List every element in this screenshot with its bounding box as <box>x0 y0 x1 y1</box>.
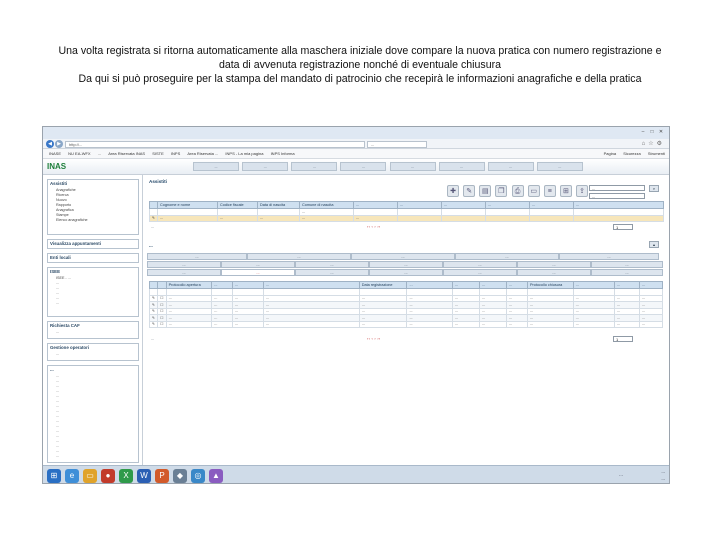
page-select[interactable]: 1 <box>613 224 633 230</box>
table-cell: ... <box>212 295 233 302</box>
page-select[interactable]: 1 <box>613 336 633 342</box>
table-cell: ... <box>507 302 528 309</box>
header-tab[interactable]: ... <box>488 162 534 171</box>
column-header[interactable]: Protocollo chiusura <box>527 282 573 289</box>
search-input[interactable]: ... <box>589 193 645 199</box>
close-icon[interactable]: ✕ <box>658 129 664 135</box>
favorites-bar <box>43 149 669 159</box>
favorite-link[interactable]: INPS - La mia pagina <box>225 151 264 156</box>
table-cell <box>442 215 486 222</box>
header-tab[interactable]: ... <box>390 162 436 171</box>
column-header <box>150 202 158 209</box>
column-header[interactable]: ... <box>530 202 574 209</box>
table-cell: ... <box>212 308 233 315</box>
taskbar <box>43 465 669 484</box>
copy-icon[interactable]: ❐ <box>495 185 507 197</box>
column-header[interactable]: Protocollo apertura <box>166 282 212 289</box>
sidebar-box-caf <box>47 321 139 339</box>
column-header[interactable]: ... <box>640 282 663 289</box>
forward-icon[interactable]: ▶ <box>55 140 63 148</box>
system-clock[interactable] <box>661 468 665 482</box>
favorite-link[interactable]: SISTE <box>152 151 164 156</box>
sidebar-item[interactable]: Anagrafica <box>56 207 74 212</box>
clock-time: ... <box>661 469 665 474</box>
sidebar-box-other <box>47 365 139 463</box>
sidebar-item[interactable]: ... <box>56 418 60 423</box>
tab-active[interactable]: ... <box>221 269 295 276</box>
sidebar-heading[interactable]: Visualizza appuntamenti <box>50 241 101 246</box>
table-cell: ... <box>480 308 507 315</box>
table-cell: ... <box>233 302 264 309</box>
header-tab[interactable]: ... <box>193 162 239 171</box>
tab[interactable]: ... <box>591 269 663 276</box>
sidebar-heading[interactable]: Richiesta CAF <box>50 323 80 328</box>
excel-icon[interactable]: X <box>119 469 133 483</box>
filter-select[interactable]: ... <box>300 209 354 216</box>
word-icon[interactable]: W <box>137 469 151 483</box>
sidebar-heading[interactable]: Gestione operatori <box>50 345 90 350</box>
table-cell: ... <box>258 215 300 222</box>
table-cell: ... <box>264 308 360 315</box>
row-edit-icon[interactable]: ✎ <box>150 308 158 315</box>
row-edit-icon[interactable]: ✎ <box>150 215 158 222</box>
sidebar-heading[interactable]: ... <box>50 367 54 372</box>
column-header[interactable]: ... <box>615 282 640 289</box>
ie-icon[interactable]: e <box>65 469 79 483</box>
browser-tools <box>642 140 665 147</box>
table-cell: ... <box>166 315 212 322</box>
table-cell: ... <box>233 321 264 328</box>
table-cell: ... <box>453 315 480 322</box>
table-cell: ... <box>233 295 264 302</box>
favorite-link[interactable]: INPS Informa <box>270 151 295 156</box>
cart-icon[interactable]: ⊞ <box>560 185 572 197</box>
column-header[interactable]: ... <box>354 202 398 209</box>
sidebar-item[interactable]: ... <box>56 290 60 295</box>
tab[interactable]: ... <box>517 269 591 276</box>
app-header <box>43 159 669 175</box>
home-icon[interactable]: ⌂ <box>641 141 649 147</box>
row-edit-icon[interactable]: ✎ <box>150 315 158 322</box>
pager-nav[interactable]: ‹‹ ‹ › ›› <box>367 337 381 341</box>
caption-line-3: Da qui si può proseguire per la stampa del mandato di patrocinio che recepirà le informazioni anagrafiche e della pratica <box>78 73 642 85</box>
sidebar-heading[interactable]: Enti locali <box>50 255 71 260</box>
header-tab[interactable]: ... <box>537 162 583 171</box>
table-cell: ... <box>527 308 573 315</box>
practices-table <box>149 281 663 328</box>
sidebar-item[interactable]: ... <box>56 329 60 334</box>
sidebar-item[interactable]: ISEE - ... <box>56 275 71 280</box>
column-header[interactable]: ... <box>480 282 507 289</box>
table-cell: ... <box>407 321 453 328</box>
table-cell: ... <box>615 315 640 322</box>
sidebar-item[interactable]: ... <box>56 351 60 356</box>
app-icon[interactable]: ◎ <box>191 469 205 483</box>
tab[interactable]: ... <box>369 269 443 276</box>
sidebar-item[interactable]: ... <box>56 388 60 393</box>
sidebar-item[interactable]: ... <box>56 453 60 458</box>
column-header[interactable]: ... <box>442 202 486 209</box>
sidebar-item[interactable]: ... <box>56 398 60 403</box>
report-icon[interactable]: ≡ <box>544 185 556 197</box>
column-header[interactable]: ... <box>264 282 360 289</box>
table-cell: ... <box>300 215 354 222</box>
column-header[interactable]: ... <box>398 202 442 209</box>
table-cell: ... <box>480 295 507 302</box>
gear-icon[interactable]: ⚙ <box>656 141 665 147</box>
search-type-select[interactable]: ... <box>589 185 645 191</box>
header-tabs <box>193 162 585 172</box>
table-cell: ... <box>527 295 573 302</box>
print-icon[interactable]: ⎙ <box>512 185 524 197</box>
column-header[interactable]: ... <box>507 282 528 289</box>
tab[interactable]: ... <box>295 269 369 276</box>
tabs-row-3 <box>147 269 667 276</box>
table-row[interactable] <box>150 321 663 328</box>
tab[interactable]: ... <box>591 261 663 268</box>
table-cell: ... <box>359 321 407 328</box>
caption-line-2: data di avvenuta registrazione nonché di eventuale chiusura <box>218 59 502 71</box>
sidebar-heading[interactable]: ISEE <box>50 269 61 274</box>
table-cell: ... <box>573 302 615 309</box>
row-check[interactable]: ☐ <box>158 308 166 315</box>
table-cell: ... <box>212 302 233 309</box>
header-tab[interactable]: ... <box>340 162 386 171</box>
app-icon[interactable]: ● <box>101 469 115 483</box>
table-cell <box>574 215 664 222</box>
main-content <box>147 175 667 465</box>
column-header <box>158 282 166 289</box>
table-cell: ... <box>480 315 507 322</box>
app-logo: INAS <box>47 162 67 171</box>
column-header[interactable]: ... <box>407 282 453 289</box>
column-header <box>150 282 158 289</box>
tab[interactable]: ... <box>247 253 351 260</box>
tab[interactable]: ... <box>147 261 221 268</box>
sidebar-item[interactable]: Elenco anagrafiche <box>56 217 88 222</box>
tab[interactable]: ... <box>221 261 295 268</box>
table-cell: ... <box>507 308 528 315</box>
header-tab[interactable]: ... <box>291 162 337 171</box>
column-header[interactable]: ... <box>573 282 615 289</box>
row-check[interactable]: ☐ <box>158 321 166 328</box>
table-cell <box>530 215 574 222</box>
folder-icon[interactable]: ▭ <box>528 185 540 197</box>
table-header-row <box>150 202 664 209</box>
sidebar-item[interactable]: ... <box>56 448 60 453</box>
caption-line-1: Una volta registrata si ritorna automaticamente alla maschera iniziale dove compare la nuova pratica con numero registrazione e <box>58 45 662 57</box>
table-cell: ... <box>359 295 407 302</box>
table-cell: ... <box>480 321 507 328</box>
column-header[interactable]: Data di nascita <box>258 202 300 209</box>
table-cell: ... <box>453 321 480 328</box>
sidebar-box-isee <box>47 267 139 317</box>
table-cell: ... <box>166 321 212 328</box>
table-cell: ... <box>212 315 233 322</box>
sidebar-item[interactable]: Nuovo <box>56 197 67 202</box>
app-icon[interactable]: ▲ <box>209 469 223 483</box>
sidebar-item[interactable]: ... <box>56 280 60 285</box>
tabs-row-1 <box>147 253 667 260</box>
table-cell: ... <box>233 308 264 315</box>
sidebar-box-enti <box>47 253 139 263</box>
column-header[interactable]: ... <box>574 202 664 209</box>
table-cell: ... <box>615 308 640 315</box>
sidebar-item[interactable]: ... <box>56 295 60 300</box>
pager-left: ... <box>151 225 155 229</box>
tab[interactable]: ... <box>455 253 559 260</box>
table-cell: ... <box>453 295 480 302</box>
pager-left: ... <box>151 337 155 341</box>
collapse-icon[interactable]: ▴ <box>649 241 659 248</box>
address-bar <box>43 139 669 149</box>
taskbar-label: ... <box>619 472 623 477</box>
sidebar-item[interactable]: ... <box>56 413 60 418</box>
column-header[interactable]: Comune di nascita <box>300 202 354 209</box>
table-cell: ... <box>407 302 453 309</box>
row-check[interactable]: ☐ <box>158 315 166 322</box>
tabs-row-2 <box>147 261 667 268</box>
table-cell: ... <box>527 302 573 309</box>
back-icon[interactable]: ◀ <box>46 140 54 148</box>
sidebar-item[interactable]: ... <box>56 423 60 428</box>
table-cell: ... <box>615 321 640 328</box>
table-cell: ... <box>264 302 360 309</box>
sidebar-item[interactable]: Rapporto <box>56 202 72 207</box>
table-cell: ... <box>359 308 407 315</box>
section-title-practices: ... <box>149 243 153 248</box>
table-cell: ... <box>573 295 615 302</box>
assistiti-table <box>149 201 664 222</box>
tab[interactable]: ... <box>295 261 369 268</box>
table-cell: ... <box>212 321 233 328</box>
table-cell: ... <box>640 295 663 302</box>
row-edit-icon[interactable]: ✎ <box>150 321 158 328</box>
table-cell: ... <box>233 315 264 322</box>
sidebar-item[interactable]: ... <box>56 373 60 378</box>
table-cell: ... <box>453 302 480 309</box>
sidebar-box-operators <box>47 343 139 361</box>
table-cell: ... <box>507 321 528 328</box>
favorite-link[interactable]: INASE <box>49 151 62 156</box>
tab[interactable]: ... <box>147 253 247 260</box>
tab[interactable]: ... <box>443 261 517 268</box>
minimize-icon[interactable]: – <box>641 129 645 135</box>
table-cell: ... <box>527 321 573 328</box>
sidebar-item[interactable]: ... <box>56 403 60 408</box>
favorite-link[interactable]: NU EA-WFX <box>68 151 91 156</box>
pager-nav[interactable]: ‹‹ ‹ › ›› <box>367 225 381 229</box>
table-cell <box>398 215 442 222</box>
table-cell: ... <box>573 308 615 315</box>
column-header[interactable]: Data registrazione <box>359 282 407 289</box>
column-header[interactable]: ... <box>212 282 233 289</box>
table-row[interactable] <box>150 215 664 222</box>
table-cell: ... <box>573 321 615 328</box>
sidebar-item[interactable]: ... <box>56 443 60 448</box>
edit-icon[interactable]: ✎ <box>463 185 475 197</box>
table-cell: ... <box>527 315 573 322</box>
table-cell: ... <box>480 302 507 309</box>
favorite-link[interactable]: INPS <box>170 151 181 156</box>
table-cell: ... <box>354 215 398 222</box>
table-cell: ... <box>615 295 640 302</box>
column-header[interactable]: Codice fiscale <box>218 202 258 209</box>
table-cell: ... <box>407 315 453 322</box>
table-cell: ... <box>359 302 407 309</box>
table-cell: ... <box>264 315 360 322</box>
tab[interactable]: ... <box>147 269 221 276</box>
column-header[interactable]: ... <box>453 282 480 289</box>
table-cell: ... <box>640 302 663 309</box>
window-titlebar <box>43 127 669 139</box>
sidebar-item[interactable]: ... <box>56 428 60 433</box>
table-cell: ... <box>218 215 258 222</box>
sidebar-item[interactable]: ... <box>56 408 60 413</box>
new-icon[interactable]: ✚ <box>447 185 459 197</box>
clock-date: ... <box>661 476 665 481</box>
screenshot <box>42 126 670 484</box>
table-cell: ... <box>573 315 615 322</box>
sidebar-item[interactable]: Stampe <box>56 212 69 217</box>
favorite-link[interactable]: Area Riservata INAS <box>108 151 146 156</box>
table-cell: ... <box>166 295 212 302</box>
app-icon[interactable]: ◆ <box>173 469 187 483</box>
upload-icon[interactable]: ⇪ <box>576 185 588 197</box>
table-cell: ... <box>640 321 663 328</box>
tools-menu[interactable]: Strumenti <box>647 151 665 156</box>
sidebar-item[interactable]: ... <box>56 438 60 443</box>
table-cell: ... <box>507 295 528 302</box>
sidebar-item[interactable]: ... <box>56 285 60 290</box>
table-cell: ... <box>615 302 640 309</box>
table-cell: ... <box>264 321 360 328</box>
sidebar-item[interactable]: Anagrafiche <box>56 187 76 192</box>
sidebar-item[interactable]: Ricerca <box>56 192 69 197</box>
sidebar-box-assistiti <box>47 179 139 235</box>
sidebar-box-appointments <box>47 239 139 249</box>
header-tab[interactable]: ... <box>242 162 288 171</box>
column-header[interactable]: ... <box>233 282 264 289</box>
document-icon[interactable]: ▤ <box>479 185 491 197</box>
tab[interactable]: ... <box>517 261 591 268</box>
favorites-tools <box>598 149 665 159</box>
tab[interactable]: ... <box>351 253 455 260</box>
table-cell: ... <box>166 308 212 315</box>
column-header[interactable]: ... <box>486 202 530 209</box>
browser-tab[interactable]: ... <box>367 141 427 148</box>
search-button[interactable]: ⌕ <box>649 185 659 192</box>
tab[interactable]: ... <box>559 253 659 260</box>
table-cell: ... <box>407 308 453 315</box>
table-cell: ... <box>407 295 453 302</box>
row-edit-icon[interactable]: ✎ <box>150 295 158 302</box>
table-cell: ... <box>158 215 218 222</box>
favorite-link[interactable]: Area Riservata ... <box>187 151 219 156</box>
sidebar-item[interactable]: ... <box>56 300 60 305</box>
start-icon[interactable]: ⊞ <box>47 469 61 483</box>
sidebar-item[interactable]: ... <box>56 393 60 398</box>
caption <box>40 44 680 86</box>
maximize-icon[interactable]: □ <box>650 129 654 135</box>
sidebar-heading[interactable]: Assistiti <box>50 181 68 186</box>
table-cell: ... <box>640 308 663 315</box>
table-cell: ... <box>359 315 407 322</box>
security-menu[interactable]: Sicurezza <box>623 151 641 156</box>
sidebar-item[interactable]: ... <box>56 433 60 438</box>
sidebar <box>43 175 143 465</box>
table-cell: ... <box>640 315 663 322</box>
table-header-row <box>150 282 663 289</box>
column-header[interactable]: Cognome e nome <box>158 202 218 209</box>
sidebar-item[interactable]: ... <box>56 378 60 383</box>
tab[interactable]: ... <box>369 261 443 268</box>
sidebar-item[interactable]: ... <box>56 383 60 388</box>
powerpoint-icon[interactable]: P <box>155 469 169 483</box>
tab[interactable]: ... <box>443 269 517 276</box>
header-tab[interactable]: ... <box>439 162 485 171</box>
toolbar <box>447 185 591 197</box>
table-cell: ... <box>166 302 212 309</box>
table-cell: ... <box>507 315 528 322</box>
page-menu[interactable]: Pagina <box>603 151 617 156</box>
star-icon[interactable]: ☆ <box>648 141 657 147</box>
url-input[interactable]: http://... <box>65 141 365 148</box>
favorite-link[interactable]: ... <box>97 151 102 156</box>
row-check[interactable]: ☐ <box>158 302 166 309</box>
row-edit-icon[interactable]: ✎ <box>150 302 158 309</box>
section-title-assistiti: Assistiti <box>149 179 167 184</box>
table-cell <box>486 215 530 222</box>
table-cell: ... <box>264 295 360 302</box>
table-cell: ... <box>453 308 480 315</box>
row-check[interactable]: ☐ <box>158 295 166 302</box>
folder-icon[interactable]: ▭ <box>83 469 97 483</box>
